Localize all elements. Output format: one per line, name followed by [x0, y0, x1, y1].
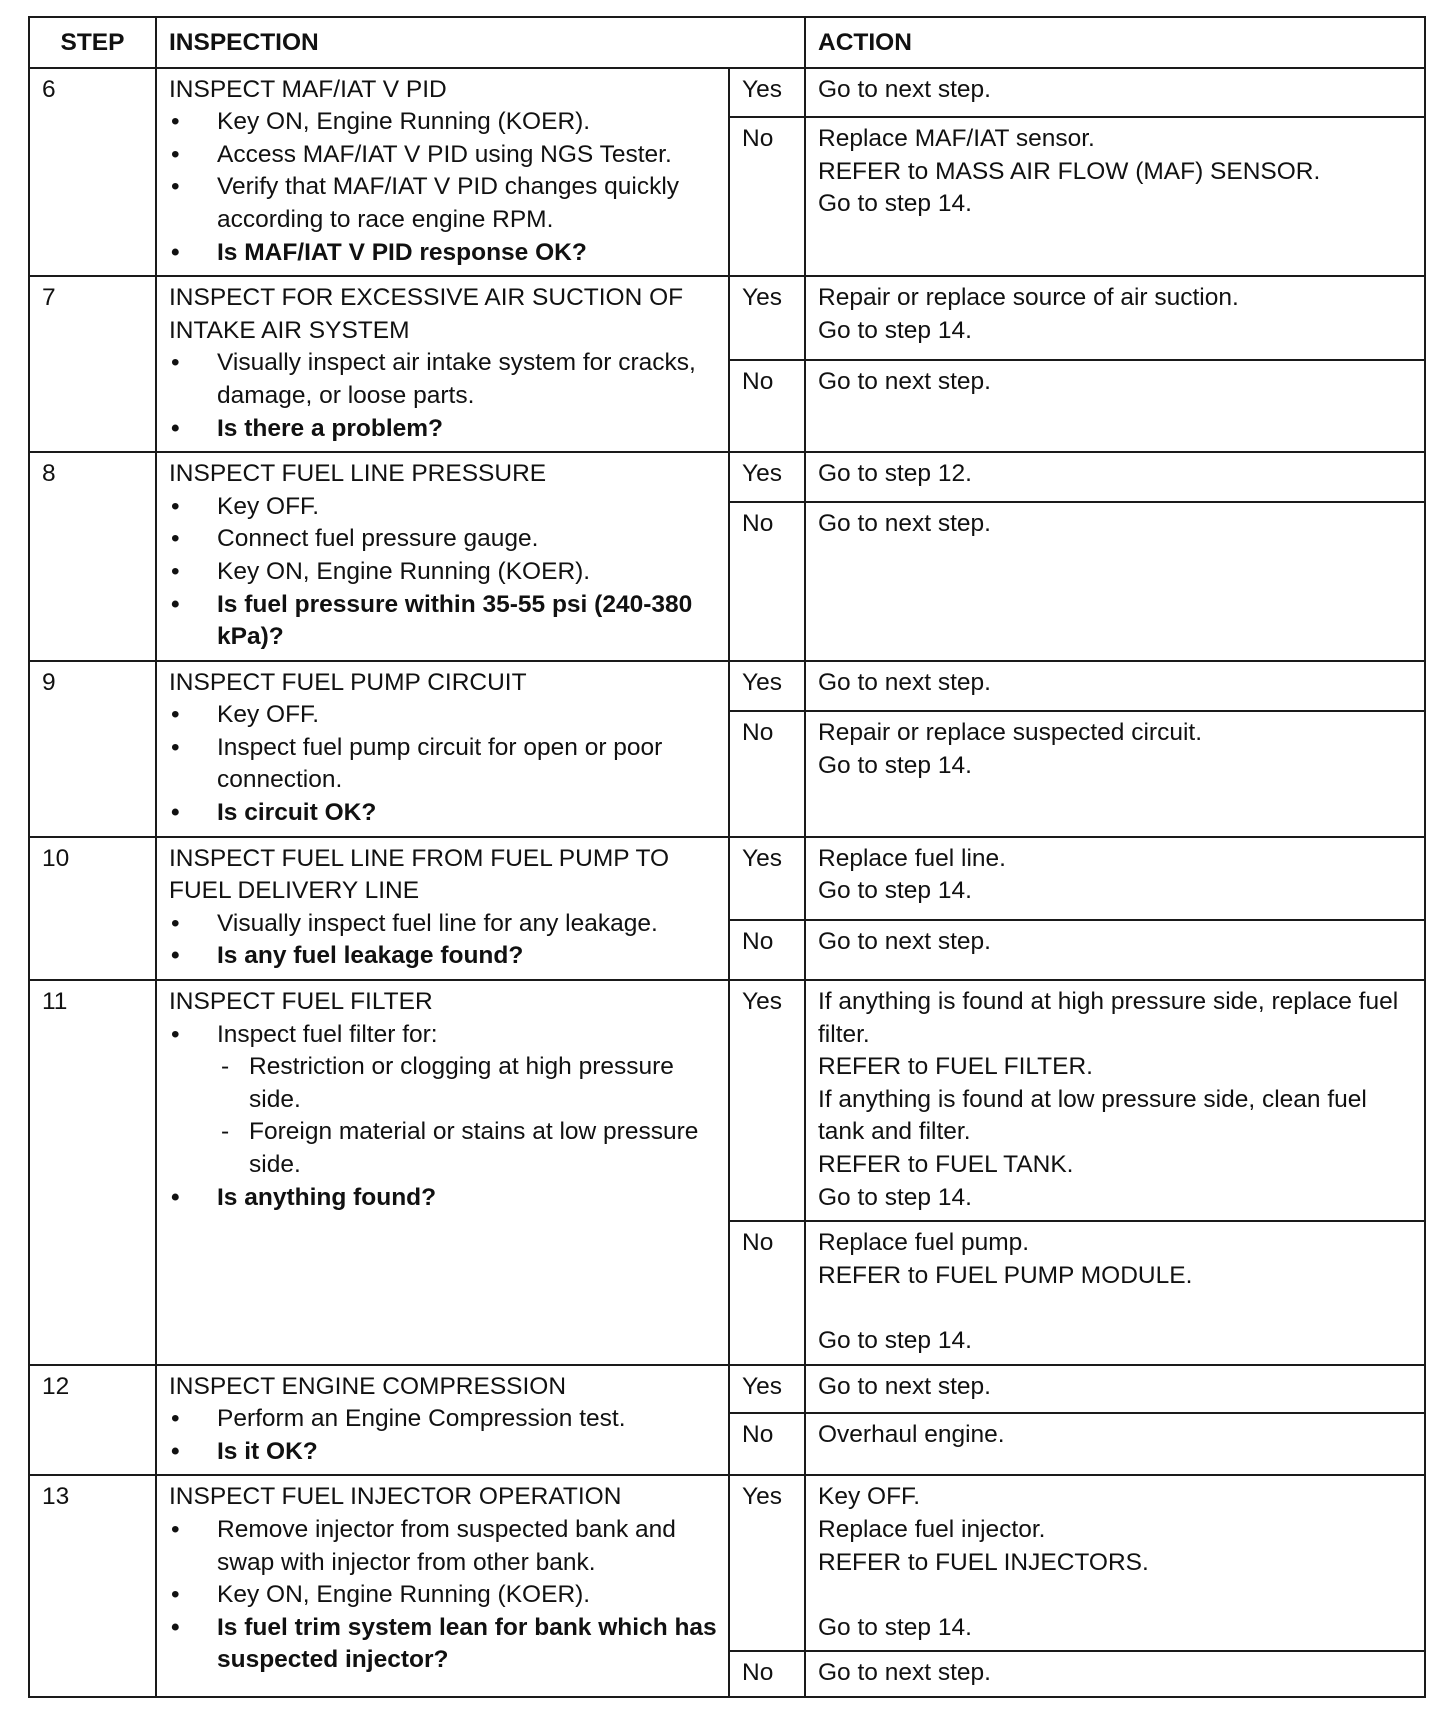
- action-line: REFER to FUEL INJECTORS.: [818, 1548, 1149, 1576]
- action-line: Go to step 14.: [818, 1326, 972, 1354]
- sub-bullet: - Restriction or clogging at high pressure side.: [217, 1051, 718, 1116]
- step-number: 7: [29, 276, 156, 452]
- inspection-question: • Is MAF/IAT V PID response OK?: [169, 237, 718, 270]
- step-row-9: [29, 661, 1425, 711]
- step-row-8: [29, 452, 1425, 502]
- no-action: [805, 502, 1425, 661]
- inspection-cell: [156, 837, 729, 980]
- bullet-text: Inspect fuel pump circuit for open or poor connection.: [217, 733, 663, 794]
- action-line: Go to next step.: [818, 1372, 991, 1400]
- action-line: [818, 1579, 1414, 1612]
- no-action: [805, 1413, 1425, 1475]
- step-row-6: [29, 68, 1425, 117]
- bullet-text: Verify that MAF/IAT V PID changes quickly according to race engine RPM.: [217, 173, 680, 233]
- inspection-bullet: [169, 523, 718, 556]
- inspection-list: [169, 699, 718, 829]
- yes-action: [805, 1365, 1425, 1414]
- bullet-text: Connect fuel pressure gauge.: [217, 525, 539, 553]
- inspection-question: • Is it OK?: [169, 1436, 718, 1469]
- inspection-bullet: [169, 1514, 718, 1579]
- inspection-title: INSPECT ENGINE COMPRESSION: [169, 1372, 567, 1400]
- step-number: 11: [29, 980, 156, 1365]
- action-line: Go to step 14.: [818, 316, 972, 344]
- no-label: No: [729, 502, 805, 661]
- inspection-cell: [156, 1475, 729, 1697]
- step-number: 8: [29, 452, 156, 661]
- action-line: [818, 1292, 1414, 1325]
- action-line: Go to step 14.: [818, 877, 972, 905]
- action-line: Go to next step.: [818, 367, 991, 395]
- inspection-cell: [156, 68, 729, 277]
- action-line: If anything is found at high pressure side, replace fuel filter.: [818, 988, 1399, 1048]
- action-line: Replace fuel injector.: [818, 1515, 1046, 1543]
- no-action: [805, 920, 1425, 980]
- step-rows: [29, 68, 1425, 1697]
- no-label: No: [729, 711, 805, 837]
- step-number: 6: [29, 68, 156, 277]
- step-number: 9: [29, 661, 156, 837]
- inspection-question: • Is there a problem?: [169, 413, 718, 446]
- inspection-bullet: [169, 106, 718, 139]
- action-line: REFER to MASS AIR FLOW (MAF) SENSOR.: [818, 157, 1321, 185]
- action-line: Go to next step.: [818, 75, 991, 103]
- yes-label: Yes: [729, 661, 805, 711]
- inspection-list: [169, 106, 718, 269]
- action-line: Go to next step.: [818, 668, 991, 696]
- action-line: Repair or replace suspected circuit.: [818, 718, 1203, 746]
- yes-label: Yes: [729, 837, 805, 920]
- inspection-list: [169, 1019, 718, 1215]
- yes-action: [805, 68, 1425, 117]
- action-line: Key OFF.: [818, 1483, 921, 1511]
- sub-bullet: - Foreign material or stains at low pressure side.: [217, 1116, 718, 1181]
- inspection-title: INSPECT FUEL LINE PRESSURE: [169, 460, 547, 488]
- action-line: Go to step 14.: [818, 190, 972, 218]
- action-line: REFER to FUEL PUMP MODULE.: [818, 1261, 1193, 1289]
- bullet-text: Visually inspect air intake system for cracks, damage, or loose parts.: [217, 349, 696, 409]
- no-action: [805, 360, 1425, 452]
- step-row-13: [29, 1475, 1425, 1651]
- inspection-bullet: [169, 699, 718, 732]
- action-line: Replace MAF/IAT sensor.: [818, 124, 1095, 152]
- inspection-list: [169, 1514, 718, 1677]
- inspection-title: INSPECT MAF/IAT V PID: [169, 75, 447, 103]
- yes-action: [805, 837, 1425, 920]
- no-action: [805, 711, 1425, 837]
- diagnostic-table: [28, 16, 1426, 1698]
- inspection-question: • Is anything found?: [169, 1182, 718, 1215]
- bullet-text: Access MAF/IAT V PID using NGS Tester.: [217, 140, 672, 168]
- no-label: No: [729, 1651, 805, 1697]
- yes-label: Yes: [729, 452, 805, 502]
- bullet-text: Perform an Engine Compression test.: [217, 1405, 626, 1433]
- yes-action: [805, 661, 1425, 711]
- yes-label: Yes: [729, 1475, 805, 1651]
- inspection-list: [169, 491, 718, 654]
- no-label: No: [729, 1221, 805, 1364]
- inspection-bullet: [169, 171, 718, 236]
- bullet-text: Visually inspect fuel line for any leakage.: [217, 909, 658, 937]
- inspection-bullet: [169, 1019, 718, 1182]
- action-line: Go to next step.: [818, 509, 991, 537]
- bullet-text: Key ON, Engine Running (KOER).: [217, 557, 591, 585]
- inspection-cell: [156, 1365, 729, 1476]
- no-label: No: [729, 117, 805, 276]
- action-line: Go to next step.: [818, 927, 991, 955]
- bullet-text: Remove injector from suspected bank and swap with injector from other bank.: [217, 1515, 676, 1576]
- action-line: REFER to FUEL TANK.: [818, 1151, 1074, 1178]
- action-line: Overhaul engine.: [818, 1421, 1005, 1449]
- inspection-bullet: [169, 908, 718, 941]
- no-action: [805, 117, 1425, 276]
- yes-action: [805, 1475, 1425, 1651]
- inspection-question: • Is circuit OK?: [169, 797, 718, 830]
- action-line: Go to step 14.: [818, 1183, 972, 1211]
- header-action: ACTION: [805, 17, 1425, 68]
- inspection-title: INSPECT FUEL INJECTOR OPERATION: [169, 1483, 622, 1511]
- action-line: Go to next step.: [818, 1659, 991, 1687]
- inspection-bullet: [169, 556, 718, 589]
- inspection-bullet: [169, 732, 718, 797]
- inspection-bullet: [169, 347, 718, 412]
- inspection-title: INSPECT FOR EXCESSIVE AIR SUCTION OF INTAKE AIR SYSTEM: [169, 284, 684, 344]
- yes-action: [805, 980, 1425, 1221]
- inspection-bullet: [169, 139, 718, 172]
- inspection-cell: [156, 980, 729, 1365]
- yes-label: Yes: [729, 980, 805, 1221]
- bullet-text: Key ON, Engine Running (KOER).: [217, 108, 591, 136]
- yes-label: Yes: [729, 276, 805, 360]
- bullet-text: Inspect fuel filter for:: [217, 1020, 438, 1048]
- step-number: 10: [29, 837, 156, 980]
- yes-action: [805, 452, 1425, 502]
- header-step: STEP: [29, 17, 156, 68]
- step-number: 12: [29, 1365, 156, 1476]
- inspection-title: INSPECT FUEL LINE FROM FUEL PUMP TO FUEL DELIVERY LINE: [169, 844, 670, 905]
- inspection-bullet: [169, 1403, 718, 1436]
- no-action: [805, 1221, 1425, 1364]
- inspection-list: [169, 908, 718, 973]
- action-line: Go to step 14.: [818, 1613, 972, 1641]
- step-row-12: [29, 1365, 1425, 1414]
- yes-label: Yes: [729, 68, 805, 117]
- inspection-list: [169, 347, 718, 445]
- step-row-10: [29, 837, 1425, 920]
- inspection-bullet: [169, 1579, 718, 1612]
- diagnostic-page: [28, 16, 1424, 1698]
- bullet-text: Key OFF.: [217, 492, 320, 520]
- sub-list: [217, 1051, 718, 1181]
- inspection-question: • Is fuel pressure within 35-55 psi (240-380 kPa)?: [169, 589, 718, 654]
- action-line: If anything is found at low pressure side, clean fuel tank and filter.: [818, 1085, 1367, 1146]
- inspection-title: INSPECT FUEL PUMP CIRCUIT: [169, 668, 527, 696]
- step-row-7: [29, 276, 1425, 360]
- inspection-title: INSPECT FUEL FILTER: [169, 988, 433, 1016]
- no-label: No: [729, 1413, 805, 1475]
- inspection-bullet: [169, 491, 718, 524]
- inspection-cell: [156, 276, 729, 452]
- step-number: 13: [29, 1475, 156, 1697]
- action-line: Repair or replace source of air suction.: [818, 284, 1239, 312]
- step-row-11: [29, 980, 1425, 1221]
- bullet-text: Key ON, Engine Running (KOER).: [217, 1581, 591, 1609]
- action-line: Go to step 12.: [818, 460, 972, 488]
- no-action: [805, 1651, 1425, 1697]
- inspection-question: • Is any fuel leakage found?: [169, 940, 718, 973]
- bullet-text: Key OFF.: [217, 701, 320, 729]
- inspection-question: • Is fuel trim system lean for bank which has suspected injector?: [169, 1612, 718, 1677]
- action-line: Replace fuel line.: [818, 844, 1006, 872]
- no-label: No: [729, 920, 805, 980]
- inspection-cell: [156, 661, 729, 837]
- action-line: Replace fuel pump.: [818, 1229, 1030, 1257]
- yes-action: [805, 276, 1425, 360]
- action-line: REFER to FUEL FILTER.: [818, 1053, 1093, 1081]
- header-inspection: INSPECTION: [156, 17, 805, 68]
- yes-label: Yes: [729, 1365, 805, 1414]
- action-line: Go to step 14.: [818, 751, 972, 779]
- header-row: [29, 17, 1425, 68]
- no-label: No: [729, 360, 805, 452]
- inspection-list: [169, 1403, 718, 1468]
- inspection-cell: [156, 452, 729, 661]
